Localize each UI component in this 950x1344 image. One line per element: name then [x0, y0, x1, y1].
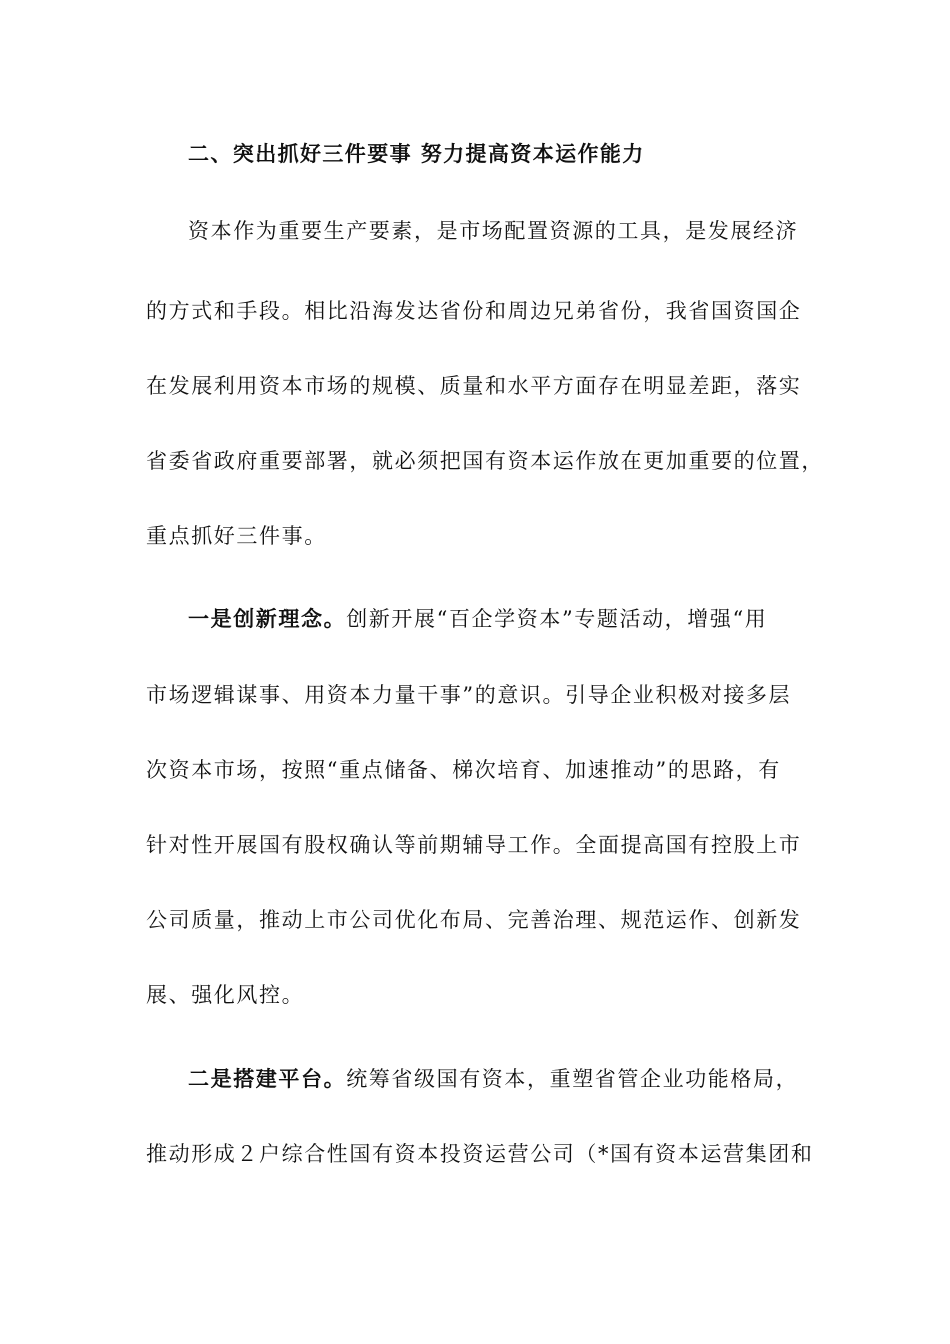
intro-line-3: 在发展利用资本市场的规模、质量和水平方面存在明显差距，落实	[146, 374, 802, 398]
point2-first-line-text: 统筹省级国有资本，重塑省管企业功能格局，	[346, 1067, 799, 1091]
point1-line-4: 针对性开展国有股权确认等前期辅导工作。全面提高国有控股上市	[146, 833, 802, 857]
point2-line-2: 推动形成２户综合性国有资本投资运营公司（*国有资本运营集团和	[146, 1142, 814, 1166]
point2-lead: 二是搭建平台。	[188, 1067, 347, 1091]
point1-line-3: 次资本市场，按照“重点储备、梯次培育、加速推动”的思路，有	[146, 758, 781, 782]
point1-line-2: 市场逻辑谋事、用资本力量干事”的意识。引导企业积极对接多层	[146, 683, 792, 707]
point1-first-line	[188, 605, 848, 633]
intro-line-5: 重点抓好三件事。	[146, 524, 327, 548]
point2-first-line	[188, 1065, 848, 1093]
section-heading: 二、突出抓好三件要事 努力提高资本运作能力	[188, 142, 645, 166]
point1-lead: 一是创新理念。	[188, 607, 347, 631]
point1-first-line-text: 创新开展“百企学资本”专题活动，增强“用	[346, 607, 768, 631]
point1-line-5: 公司质量，推动上市公司优化布局、完善治理、规范运作、创新发	[146, 908, 802, 932]
intro-line-2: 的方式和手段。相比沿海发达省份和周边兄弟省份，我省国资国企	[146, 299, 802, 323]
intro-line-4: 省委省政府重要部署，就必须把国有资本运作放在更加重要的位置，	[146, 449, 824, 473]
intro-line-1: 资本作为重要生产要素，是市场配置资源的工具，是发展经济	[188, 219, 799, 243]
point1-line-6: 展、强化风控。	[146, 983, 305, 1007]
